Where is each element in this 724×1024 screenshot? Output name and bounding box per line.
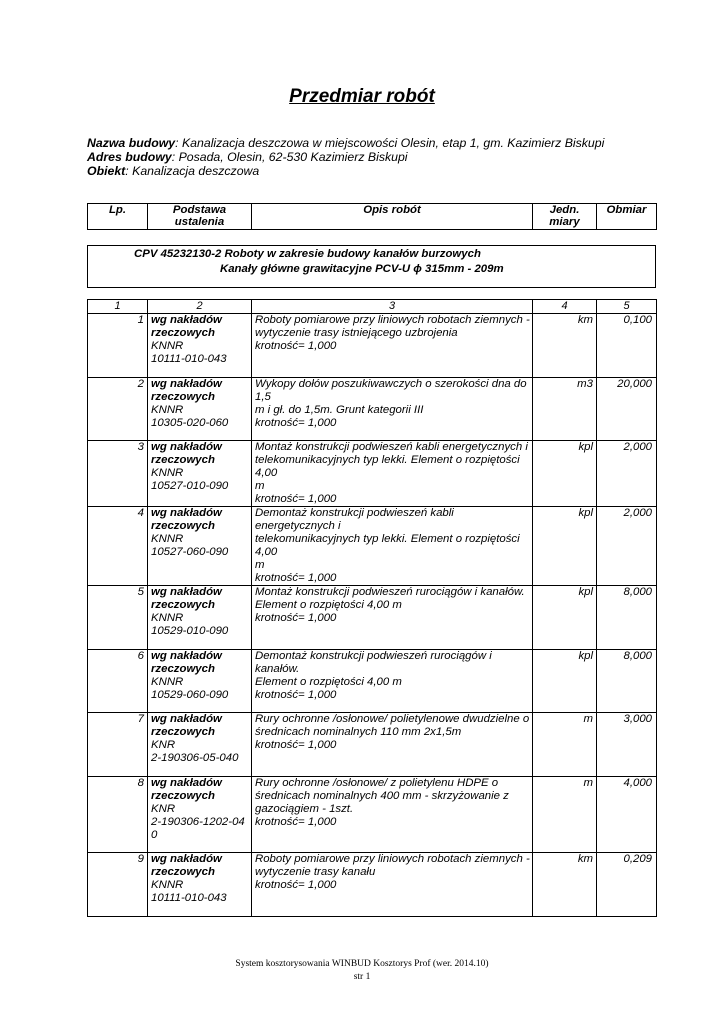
item-description-line: m i gł. do 1,5m. Grunt kategorii III [255,404,424,416]
item-description-line: krotność= 1,000 [255,612,337,624]
item-basis-method: wg nakładów [151,378,222,390]
header-description: Opis robót [252,204,533,230]
item-description-line: Demontaż konstrukcji podwieszeń rurociągów i kanałów. [255,650,492,675]
item-basis-code: 0 [151,829,158,841]
section-box [87,245,656,288]
item-description-line: Element o rozpiętości 4,00 m [255,676,402,688]
item-lp: 2 [88,378,148,441]
header-unit-line2: miary [549,216,580,228]
item-lp: 6 [88,650,148,713]
item-description-line: krotność= 1,000 [255,417,337,429]
item-description-line: wytyczenie trasy kanału [255,866,376,878]
item-lp: 7 [88,713,148,777]
item-description-line: Element o rozpiętości 4,00 m [255,599,402,611]
item-basis-code: KNR [151,739,176,751]
header-unit [533,204,597,230]
item-unit: m [533,777,597,853]
item-description-line: m [255,480,265,492]
item-description-line: krotność= 1,000 [255,879,337,891]
item-basis-method: rzeczowych [151,663,215,675]
item-basis-code: 10111-010-043 [151,353,227,365]
project-name-label: Nazwa budowy [87,136,176,150]
item-unit: m [533,713,597,777]
table-row [88,507,657,586]
item-description-line: Roboty pomiarowe przy liniowych robotach ziemnych - [255,314,530,326]
project-object-value: : Kanalizacja deszczowa [125,164,260,178]
item-unit: kpl [533,507,597,586]
item-description-line: krotność= 1,000 [255,493,337,505]
item-basis-method: rzeczowych [151,726,215,738]
item-basis-code: KNNR [151,404,184,416]
item-basis-method: rzeczowych [151,520,215,532]
item-lp: 4 [88,507,148,586]
item-description [252,650,533,713]
table-row [88,586,657,650]
item-unit: km [533,314,597,378]
item-basis [148,314,252,378]
item-description-line: krotność= 1,000 [255,340,337,352]
footer-software: System kosztorysowania WINBUD Kosztorys Prof (wer. 2014.10) [235,959,489,969]
item-description [252,441,533,507]
item-basis-method: rzeczowych [151,327,215,339]
column-header-table [87,203,657,230]
item-description-line: wytyczenie trasy istniejącego uzbrojenia [255,327,458,339]
item-basis-code: 2-190306-05-040 [151,752,239,764]
item-basis-method: wg nakładów [151,650,222,662]
item-unit: kpl [533,441,597,507]
item-quantity: 0,209 [597,853,657,917]
item-lp: 3 [88,441,148,507]
project-name-value: : Kanalizacja deszczowa w miejscowości Olesin, etap 1, gm. Kazimierz Biskupi [175,136,605,150]
footer-page-number: str 1 [353,972,371,982]
item-basis [148,441,252,507]
item-description [252,586,533,650]
project-address-label: Adres budowy [87,150,172,164]
item-basis-method: wg nakładów [151,314,222,326]
item-basis [148,713,252,777]
item-description-line: Rury ochronne /osłonowe/ polietylenowe dwudzielne o [255,713,530,725]
column-number: 2 [148,300,252,314]
item-basis-code: KNNR [151,467,184,479]
section-title: CPV 45232130-2 Roboty w zakresie budowy kanałów burzowych [134,248,481,260]
item-basis-code: KNNR [151,879,184,891]
item-basis-code: 10111-010-043 [151,892,227,904]
item-quantity: 2,000 [597,441,657,507]
project-info [87,136,604,178]
item-description [252,777,533,853]
item-description-line: Montaż konstrukcji podwieszeń kabli energetycznych i [255,441,528,453]
item-unit: kpl [533,586,597,650]
item-description [252,314,533,378]
item-lp: 9 [88,853,148,917]
item-unit: km [533,853,597,917]
item-description [252,713,533,777]
header-lp: Lp. [88,204,148,230]
item-description-line: krotność= 1,000 [255,572,337,584]
item-basis-code: KNNR [151,533,184,545]
item-description-line: krotność= 1,000 [255,816,337,828]
item-basis-code: KNNR [151,340,184,352]
item-quantity: 8,000 [597,650,657,713]
item-unit: kpl [533,650,597,713]
item-description-line: średnicach nominalnych 110 mm 2x1,5m [255,726,462,738]
item-description-line: telekomunikacyjnych typ lekki. Element o rozpiętości 4,00 [255,533,520,558]
item-basis [148,777,252,853]
item-description [252,378,533,441]
item-description-line: gazociągiem - 1szt. [255,803,354,815]
project-object-line [87,164,604,178]
item-basis-method: wg nakładów [151,441,222,453]
item-lp: 8 [88,777,148,853]
item-quantity: 4,000 [597,777,657,853]
header-basis-line1: Podstawa [172,204,227,216]
item-basis [148,507,252,586]
item-basis [148,378,252,441]
item-basis-code: 10305-020-060 [151,417,229,429]
project-address-line [87,150,604,164]
page-title: Przedmiar robót [289,86,435,107]
item-description-line: Roboty pomiarowe przy liniowych robotach ziemnych - [255,853,530,865]
item-quantity: 8,000 [597,586,657,650]
section-subtitle: Kanały główne grawitacyjne PCV-U ϕ 315mm - 209m [220,263,504,275]
header-basis-line2: ustalenia [174,216,225,228]
item-unit: m3 [533,378,597,441]
item-basis [148,586,252,650]
table-row [88,378,657,441]
column-number: 5 [597,300,657,314]
header-basis [148,204,252,230]
item-description-line: Montaż konstrukcji podwieszeń rurociągów i kanałów. [255,586,525,598]
item-basis-method: wg nakładów [151,713,222,725]
item-description-line: krotność= 1,000 [255,689,337,701]
item-lp: 1 [88,314,148,378]
item-basis [148,650,252,713]
item-basis [148,853,252,917]
table-row [88,777,657,853]
item-lp: 5 [88,586,148,650]
item-basis-method: rzeczowych [151,599,215,611]
table-row [88,441,657,507]
item-description-line: Wykopy dołów poszukiwawczych o szerokości dna do 1,5 [255,378,527,403]
item-basis-code: 10527-010-090 [151,480,229,492]
item-basis-code: KNNR [151,676,184,688]
item-description [252,853,533,917]
item-quantity: 2,000 [597,507,657,586]
item-basis-code: 10529-010-090 [151,625,229,637]
item-description [252,507,533,586]
item-basis-code: KNNR [151,612,184,624]
item-basis-code: 10527-060-090 [151,546,229,558]
item-basis-method: rzeczowych [151,790,215,802]
header-unit-line1: Jedn. [549,204,580,216]
items-table [87,299,657,917]
item-basis-method: wg nakładów [151,507,222,519]
item-basis-method: wg nakładów [151,777,222,789]
project-object-label: Obiekt [87,164,126,178]
item-basis-method: wg nakładów [151,586,222,598]
item-quantity: 3,000 [597,713,657,777]
item-description-line: m [255,559,265,571]
table-row [88,853,657,917]
table-row [88,314,657,378]
project-address-value: : Posada, Olesin, 62-530 Kazimierz Biskupi [171,150,408,164]
header-quantity: Obmiar [597,204,657,230]
item-basis-method: rzeczowych [151,391,215,403]
page-footer [0,958,724,984]
item-basis-method: rzeczowych [151,454,215,466]
column-header-row [88,204,657,230]
item-quantity: 0,100 [597,314,657,378]
item-description-line: krotność= 1,000 [255,739,337,751]
column-number: 1 [88,300,148,314]
project-name-line [87,136,604,150]
item-basis-code: 2-190306-1202-04 [151,816,245,828]
table-row [88,713,657,777]
column-number-row [88,300,657,314]
item-quantity: 20,000 [597,378,657,441]
item-description-line: średnicach nominalnych 400 mm - skrzyżowanie z [255,790,509,802]
table-row [88,650,657,713]
item-basis-code: 10529-060-090 [151,689,229,701]
item-description-line: Demontaż konstrukcji podwieszeń kabli energetycznych i [255,507,454,532]
item-basis-code: KNR [151,803,176,815]
item-description-line: Rury ochronne /osłonowe/ z polietylenu HDPE o [255,777,499,789]
item-description-line: telekomunikacyjnych typ lekki. Element o rozpiętości 4,00 [255,454,520,479]
column-number: 3 [252,300,533,314]
item-basis-method: wg nakładów [151,853,222,865]
column-number: 4 [533,300,597,314]
item-basis-method: rzeczowych [151,866,215,878]
